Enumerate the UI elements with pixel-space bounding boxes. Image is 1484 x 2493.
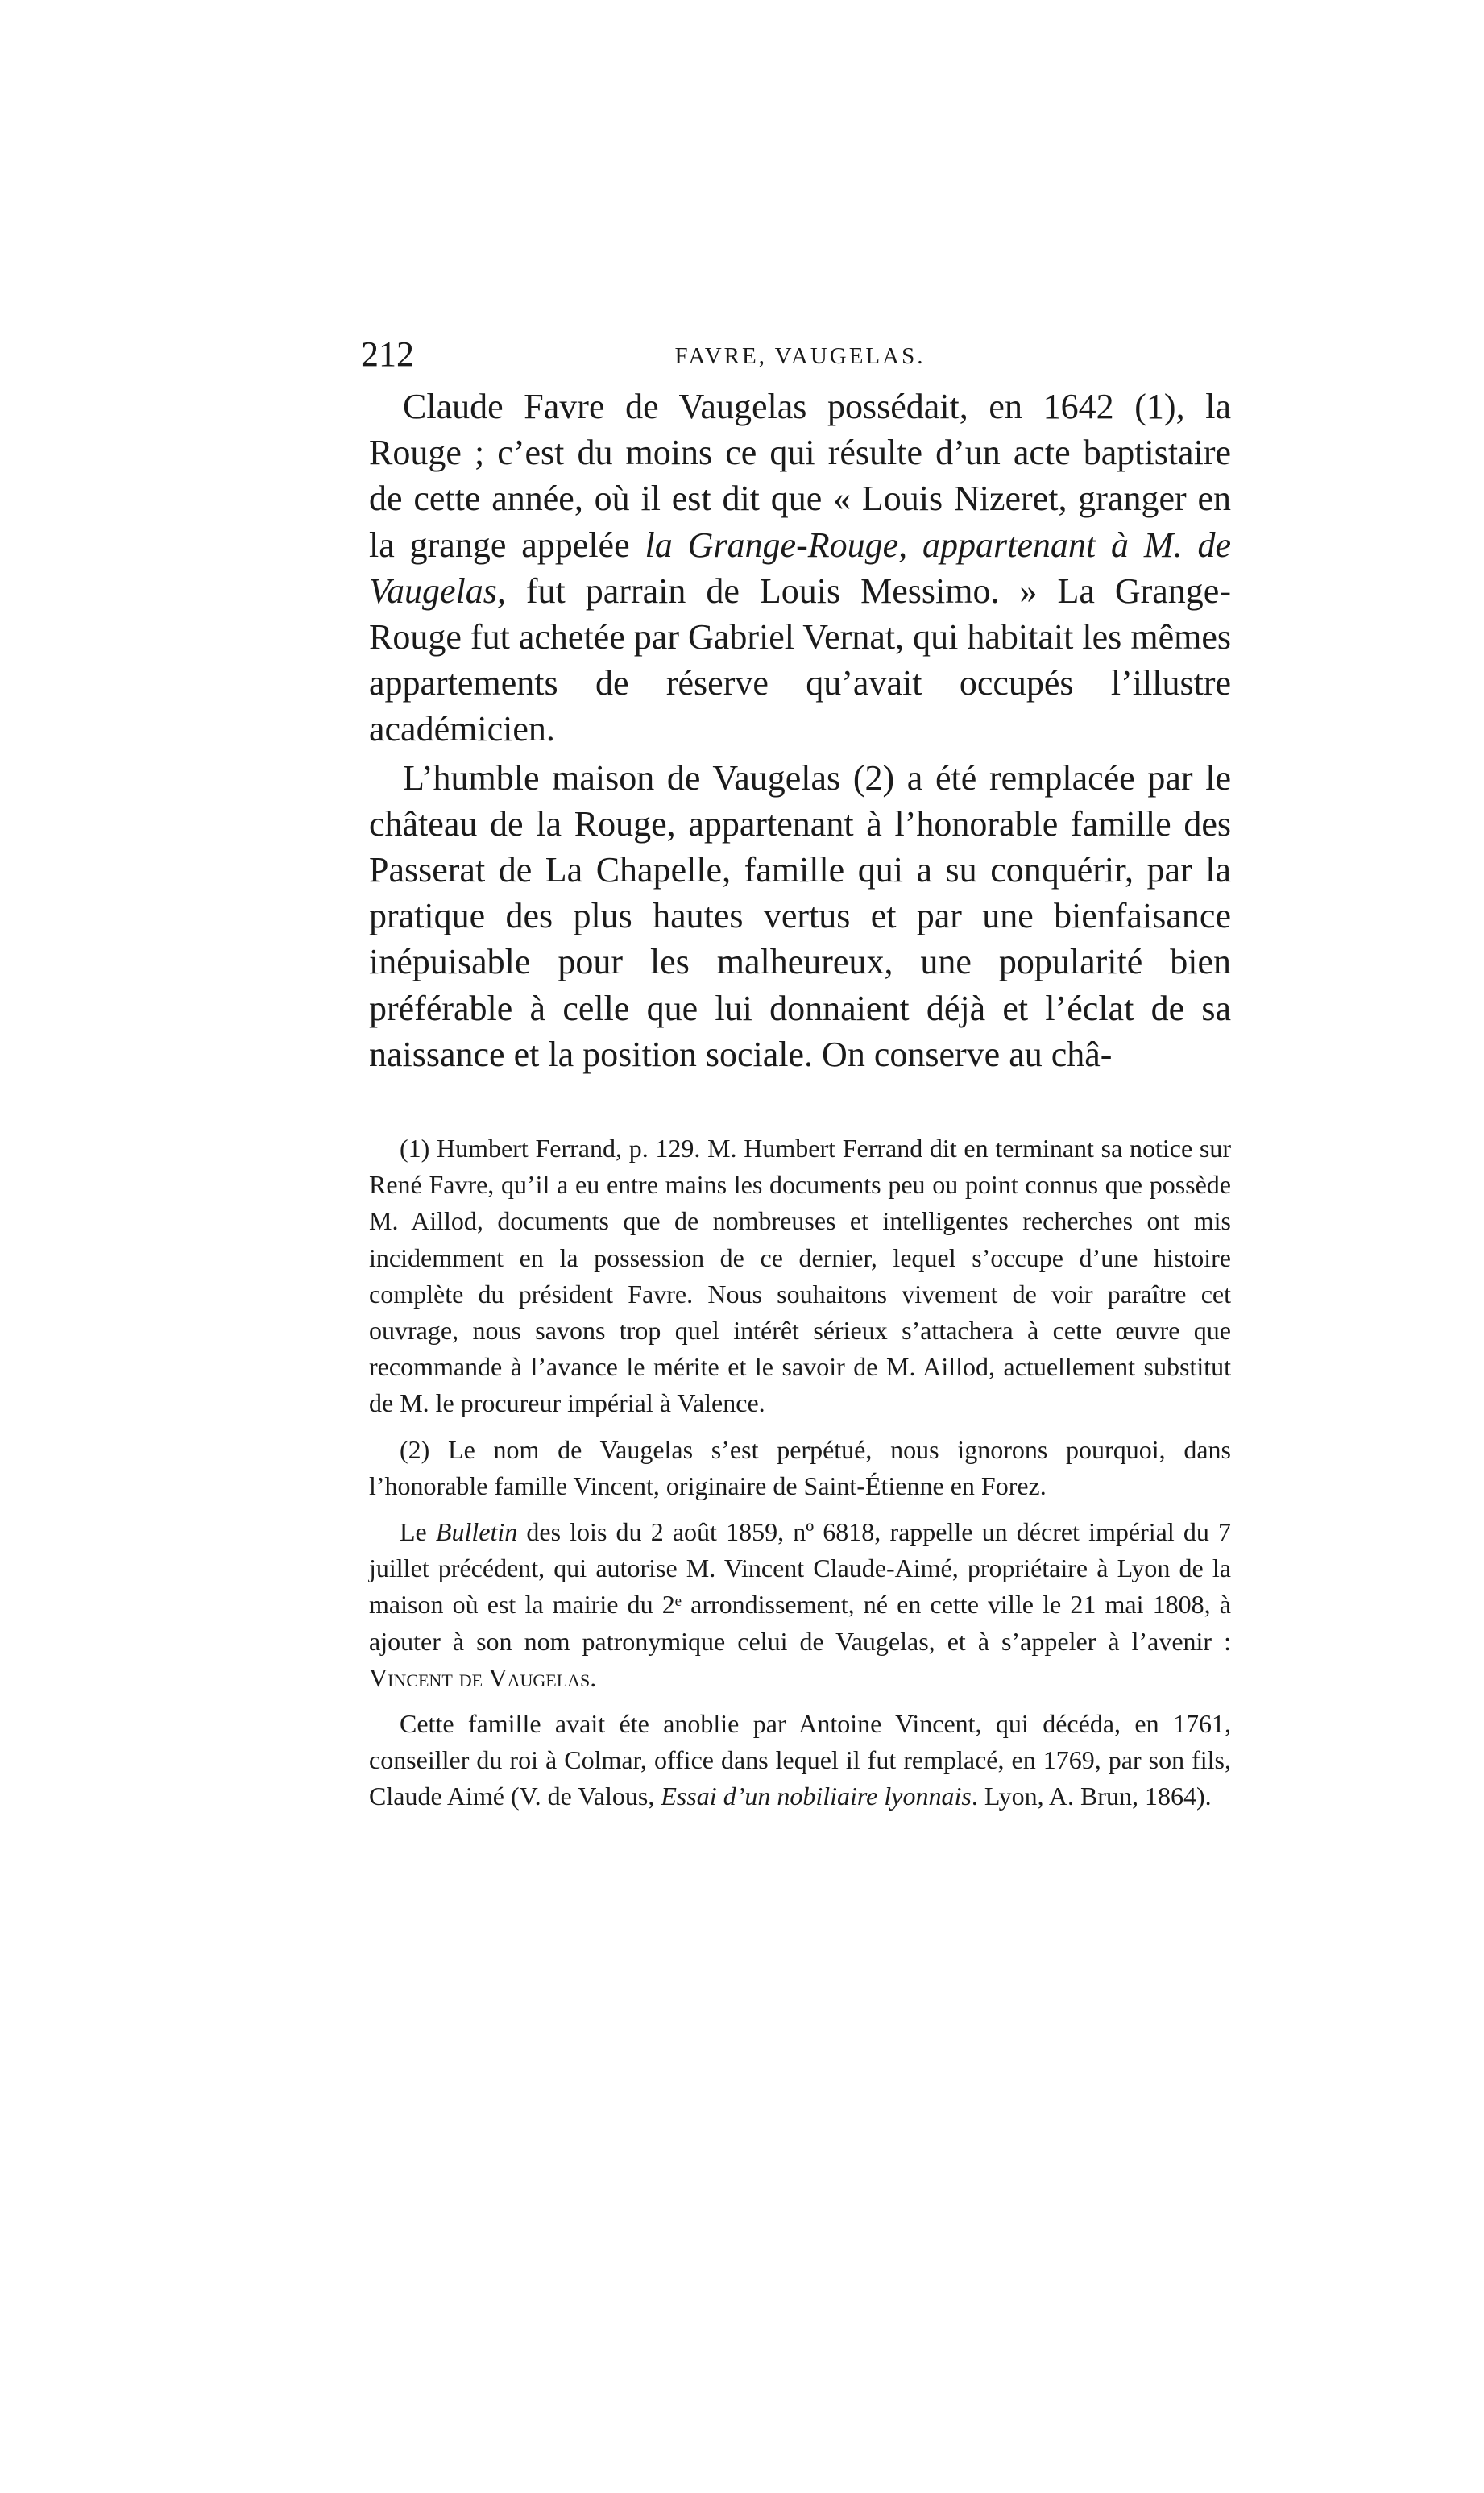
running-title: FAVRE, VAUGELAS. bbox=[674, 343, 926, 369]
essai-title: Essai d’un nobiliaire lyonnais bbox=[661, 1782, 972, 1811]
footnote-1: (1) Humbert Ferrand, p. 129. M. Humbert Ferrand dit en terminant sa notice sur René Favre, qu’il a eu entre mains les documents peu ou point connus que possède M. Aillod, documents que de nombreuses et intelligentes recherches ont mis incidemment en la possession de ce dernier, lequel s’occupe d’une histoire complète du président Favre. Nous souhaitons vivement de voir paraître cet ouvrage, nous savons trop quel intérêt sérieux s’attachera à cette œuvre que recommande à l’avance le mérite et le savoir de M. Aillod, actuellement substitut de M. le procureur impérial à Valence. bbox=[369, 1134, 1231, 1418]
paragraph-1-text-c: fut parrain de Louis Messimo. » La Grange-Rouge fut achetée par Gabriel Vernat, qui habitait les mêmes appartements de réserve qu’avait occupés l’illustre académicien. bbox=[369, 570, 1231, 749]
footnote-3-text-e: . bbox=[590, 1662, 597, 1692]
footnote-2-final bbox=[369, 1706, 1231, 1815]
footnote-3-text-c: des lois du 2 août 1859, nº 6818, rappelle un décret impérial du 7 juillet précédent, qui autorise M. Vincent Claude-Aimé, propriétaire à Lyon de la maison où est la mairie du 2ᵉ arrondissement, né en cette ville le 21 mai 1808, à ajouter à son nom patronymique celui de Vaugelas, et à s’appeler à l’avenir : bbox=[369, 1517, 1232, 1656]
paragraph-1 bbox=[369, 384, 1231, 753]
running-head bbox=[361, 330, 1239, 379]
vincent-de-vaugelas-smallcaps: Vincent de Vaugelas bbox=[369, 1662, 591, 1692]
bulletin-title: Bulletin bbox=[435, 1517, 518, 1547]
footnote-3-text-a: Le bbox=[400, 1517, 436, 1547]
page-number: 212 bbox=[361, 334, 414, 374]
footnote-4-text-c: . Lyon, A. Brun, 1864). bbox=[971, 1782, 1212, 1811]
paragraph-1-text-a: Claude Favre de Vaugelas possédait, en 1642 (1), la Rouge ; c’est du moins ce qui résulte d’un acte baptistaire de cette année, où il est dit que « Louis Nizeret, granger en la grange appelée bbox=[369, 387, 1231, 565]
paragraph-2: L’humble maison de Vaugelas (2) a été remplacée par le château de la Rouge, appartenant à l’honorable famille des Passerat de La Chapelle, famille qui a su conquérir, par la pratique des plus hautes vertus et par une bienfaisance inépuisable pour les malheureux, une popularité bien préférable à celle que lui donnaient déjà et l’éclat de sa naissance et la position sociale. On conserve au châ- bbox=[369, 757, 1231, 1074]
footnote-4-text-a: Cette famille avait éte anoblie par Antoine Vincent, qui décéda, en 1761, conseiller du roi à Colmar, office dans lequel il fut remplacé, en 1769, par son fils, Claude Aimé (V. de Valous, bbox=[369, 1709, 1231, 1811]
footnote-2-continued bbox=[369, 1514, 1231, 1696]
paragraph-1-italic-quote: la Grange-Rouge, appartenant à M. de Vaugelas, bbox=[369, 525, 1232, 611]
footnotes bbox=[369, 1130, 1231, 1815]
main-text bbox=[369, 384, 1231, 1077]
footnote-2: (2) Le nom de Vaugelas s’est perpétué, nous ignorons pourquoi, dans l’honorable famille Vincent, originaire de Saint-Étienne en Forez. bbox=[369, 1434, 1231, 1500]
